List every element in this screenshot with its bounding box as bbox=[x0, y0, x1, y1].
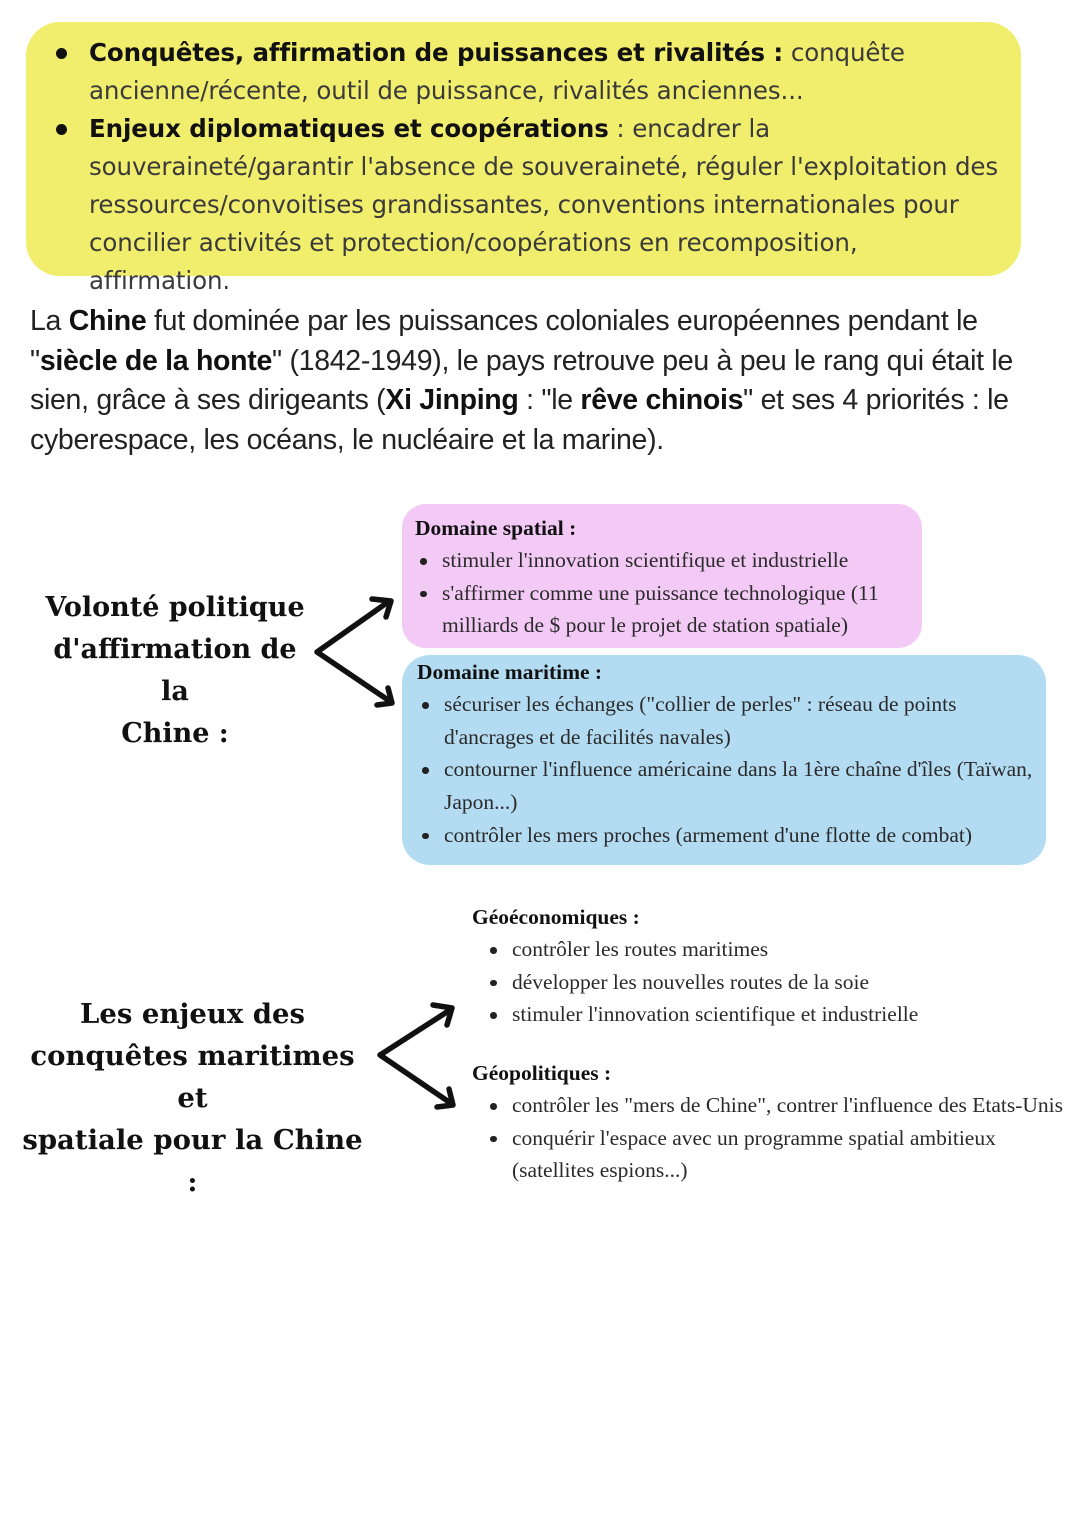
list-item: sécuriser les échanges ("collier de perles" : réseau de points d'ancrages et de facilités navales) bbox=[417, 688, 1042, 753]
intro-bold-siecle: siècle de la honte bbox=[39, 344, 273, 377]
summary-text: : encadrer la souveraineté/garantir l'absence de souveraineté, réguler l'exploitation des ressources/convoitises grandissantes, conventions internationales pour concilier activités et protection/coopérations en recomposition, affirmation. bbox=[89, 114, 999, 295]
list-item: contrôler les "mers de Chine", contrer l'influence des Etats-Unis bbox=[485, 1089, 1072, 1122]
intro-bold-xi: Xi Jinping bbox=[385, 384, 519, 416]
summary-item bbox=[56, 110, 1003, 300]
branch-arrow-lines bbox=[317, 602, 391, 702]
intro-paragraph bbox=[30, 302, 1040, 460]
intro-text: " bbox=[30, 344, 40, 377]
arrowhead-up bbox=[433, 1005, 452, 1025]
spatial-title: Domaine spatial : bbox=[415, 516, 577, 540]
arrowhead-up bbox=[372, 599, 391, 617]
list-item: développer les nouvelles routes de la soie bbox=[485, 966, 1072, 999]
title-line: d'affirmation de la bbox=[53, 634, 297, 707]
geoeconomic-title: Géoéconomiques : bbox=[472, 905, 640, 929]
list-item: contourner l'influence américaine dans la 1ère chaîne d'îles (Taïwan, Japon...) bbox=[417, 753, 1042, 818]
intro-text: " (1842-1949), le pays retrouve peu à peu le rang qui était le sien, grâce à ses dirigeants ( bbox=[30, 344, 1013, 416]
list-item: s'affirmer comme une puissance technologique (11 milliards de $ pour le projet de station spatiale) bbox=[415, 577, 912, 642]
list-item: contrôler les mers proches (armement d'une flotte de combat) bbox=[417, 819, 1042, 852]
title-line: Volonté politique bbox=[45, 592, 305, 623]
maritime-domain-box bbox=[402, 655, 1046, 865]
list-item: stimuler l'innovation scientifique et industrielle bbox=[485, 998, 1072, 1031]
intro-text: : "le bbox=[518, 384, 581, 416]
arrowhead-down bbox=[377, 688, 392, 705]
title-line: Les enjeux des bbox=[80, 998, 305, 1030]
geopolitical-title: Géopolitiques : bbox=[472, 1061, 612, 1085]
summary-list bbox=[56, 34, 1003, 300]
summary-term: Conquêtes, affirmation de puissances et rivalités : bbox=[89, 38, 784, 67]
summary-text: conquête ancienne/récente, outil de puissance, rivalités anciennes... bbox=[89, 38, 905, 105]
list-item: stimuler l'innovation scientifique et industrielle bbox=[415, 544, 912, 577]
branch-arrow-lines bbox=[380, 1010, 452, 1104]
intro-bold-reve: rêve chinois bbox=[580, 384, 744, 416]
geoeconomic-list bbox=[485, 933, 1072, 1031]
geopolitical-group bbox=[472, 1057, 1072, 1187]
section1-title bbox=[40, 587, 310, 755]
list-item: contrôler les routes maritimes bbox=[485, 933, 1072, 966]
intro-text: fut dominée par les puissances coloniales européennes pendant le bbox=[146, 305, 978, 337]
maritime-list bbox=[417, 688, 1042, 852]
title-line: spatiale pour la Chine : bbox=[22, 1124, 363, 1198]
intro-text: " et ses 4 priorités : le cyberespace, les océans, le nucléaire et la marine). bbox=[30, 384, 1009, 456]
title-line: Chine : bbox=[121, 718, 229, 749]
geoeconomic-group bbox=[472, 901, 1072, 1031]
list-item: conquérir l'espace avec un programme spatial ambitieux (satellites espions...) bbox=[485, 1122, 1072, 1187]
section2-title bbox=[20, 993, 365, 1203]
spatial-list bbox=[415, 544, 912, 642]
intro-text: La bbox=[30, 305, 69, 337]
geopolitical-list bbox=[485, 1089, 1072, 1187]
summary-item bbox=[56, 34, 1003, 110]
summary-box bbox=[26, 22, 1021, 295]
maritime-title: Domaine maritime : bbox=[417, 660, 603, 684]
title-line: conquêtes maritimes et bbox=[30, 1040, 355, 1114]
intro-bold-chine: Chine bbox=[68, 305, 147, 337]
spatial-domain-box bbox=[402, 504, 922, 648]
arrowhead-down bbox=[437, 1089, 453, 1107]
summary-term: Enjeux diplomatiques et coopérations bbox=[89, 114, 609, 143]
